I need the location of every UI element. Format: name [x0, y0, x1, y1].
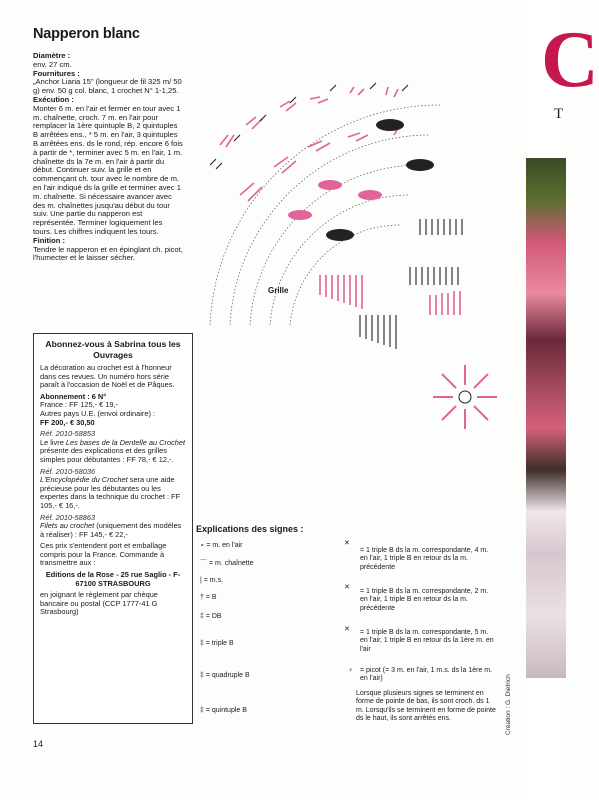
reglement-text: en joignant le règlement par chèque bancaire ou postal (CCP 1777-41 G Strasbourg): [40, 590, 158, 617]
execution-label: Exécution :: [33, 94, 74, 104]
ref-3-title: Filets au crochet: [40, 521, 95, 531]
ref-2-text: [40, 476, 186, 510]
legend-right-1: = 1 triple B ds la m. correspondante, 4 m. en l'air, 1 triple B en retour ds la m. précédente: [360, 547, 489, 571]
treble-crochet-icon: ‡: [200, 613, 206, 620]
legend-item-1: [200, 542, 242, 550]
slip-stitch-icon: ⌒: [200, 560, 209, 567]
finition-label: Finition :: [33, 235, 66, 245]
ref-2-body: sera une aide précieuse pour les débutantes ou les expertes dans la technique du crochet : FF 105,- € 16,-.: [40, 475, 181, 510]
france-price: France : FF 125,- € 19,-: [40, 400, 119, 410]
ref-3-text: [40, 522, 186, 539]
subscription-box: [33, 333, 193, 724]
legend-item-2: [200, 560, 254, 568]
autres-label: Autres pays U.E. (envoi ordinaire) :: [40, 408, 156, 418]
cross-symbol-2-icon: ✕: [344, 584, 350, 591]
ref-1-text: [40, 439, 186, 465]
legend-title: Explications des signes :: [196, 524, 304, 534]
triple-b-icon: ‡: [200, 640, 206, 647]
ref-3-body: (uniquement des modèles à réaliser) : FF 145,- € 22,-: [40, 521, 182, 539]
legend-right-2: = 1 triple B ds la m. correspondante, 2 m. en l'air, 1 triple B en retour ds la m. précédente: [360, 588, 489, 612]
page-number: 14: [33, 739, 44, 749]
fournitures-label: Fournitures :: [33, 68, 80, 78]
ref-1-title: Les bases de la Dentelle au Crochet: [65, 437, 186, 447]
picot-icon: ♀: [348, 667, 354, 674]
flower-photo: [526, 158, 566, 678]
pink-stitches: [220, 87, 460, 315]
ref-1-text-b: présente des explications et des grilles simples pour débutantes : FF 78,- € 12,-.: [40, 446, 174, 464]
ref-1-text-a: Le livre: [40, 437, 66, 447]
legend-right-3: = 1 triple B ds la m. correspondante, 5 m. en l'air, 1 triple B en retour ds la 1ère m. en l'air: [360, 629, 494, 653]
finition-value: Tendre le napperon et en épinglant ch. picot, l'humecter et le laisser sécher.: [33, 244, 183, 263]
legend-item-7-text: = quadruple B: [205, 672, 250, 679]
legend-item-2-text: = m. chaînette: [208, 560, 254, 567]
autres-price: FF 200,- € 30,50: [40, 417, 95, 427]
legend-item-5: [200, 613, 222, 621]
chart-rings: [210, 105, 440, 325]
legend-item-7: [200, 672, 250, 680]
double-crochet-icon: †: [200, 594, 206, 601]
subscription-intro: La décoration au crochet est à l'honneur dans ces revues. Un numéro hors série paraît à l'occasion de Noël et de Pâques.: [40, 363, 175, 390]
legend-item-6-text: = triple B: [205, 640, 234, 647]
center-flower: [433, 365, 497, 429]
ref-1: Réf. 2010-58853: [40, 429, 96, 439]
legend-item-5-text: = DB: [205, 613, 222, 620]
fan-petals: [288, 119, 434, 241]
single-crochet-icon: |: [200, 577, 204, 584]
instructions: [33, 52, 183, 263]
execution-value: Monter 6 m. en l'air et fermer en tour avec 1 m. chaînette, croch. 7 m. en l'air pour remplacer la 1ère quintuple B, 2 quintuples B arrêtées ens., * 5 m. en l'air, 3 quintuples B arrêtées ens. ds le rond, rép. encore 6 fois à partir de *, terminer avec 5 m. en l'air, 1 m. chaînette ds la 7e m. en l'air à partir du début. Continuer suiv. la grille et en commençant ch. tour avec le nombre de m. en l'air indiqué ds la grille et terminer avec 1 m. chaînette. Si nécessaire avancer avec des m. chaînettes jusqu'au début du tour suiv. Une partie du napperon est représentée. Terminer logiquement les tours. Les chiffres indiquent les tours.: [33, 103, 183, 236]
subscription-heading: Abonnez-vous à Sabrina tous les Ouvrages: [45, 339, 181, 360]
legend-item-3-text: = m.s.: [203, 577, 224, 584]
legend-item-1-text: = m. en l'air: [206, 542, 243, 549]
legend-item-4: [200, 594, 217, 602]
legend-right-4: = picot (= 3 m. en l'air, 1 m.s. ds la 1ère m. en l'air): [360, 667, 493, 683]
quadruple-b-icon: ‡: [200, 672, 206, 679]
legend-note: Lorsque plusieurs signes se terminent en forme de pointe de bas, ils sont croch. ds 1 m. Lorsqu'ils se terminent en forme de pointe ds le haut, ils sont arrêtés ens.: [356, 690, 496, 723]
diametre-label: Diamètre :: [33, 51, 71, 60]
legend-item-4-text: = B: [205, 594, 217, 601]
cross-symbol-1-icon: ✕: [344, 540, 350, 547]
legend-item-8: [200, 707, 247, 715]
chain-symbol-icon: ∘: [200, 542, 207, 549]
abonnement-label: Abonnement : 6 N°: [40, 391, 107, 401]
grille-label: Grille: [268, 286, 289, 295]
credit: Création : G. Dietrich: [505, 674, 512, 735]
editions-address: Editions de la Rose - 25 rue Saglio - F-67100 STRASBOURG: [45, 570, 181, 588]
fournitures-value: „Anchor Liana 15" (longueur de fil 325 m/ 50 g) env. 50 g col. blanc, 1 crochet N° 1-1,25.: [33, 77, 182, 96]
next-page-small-letter: T: [554, 106, 564, 122]
next-page-big-letter: C: [541, 16, 599, 104]
legend-item-6: [200, 640, 234, 648]
ref-3: Réf. 2010-58863: [40, 512, 96, 522]
cross-symbol-3-icon: ✕: [344, 626, 350, 633]
quintuple-b-icon: ‡: [200, 707, 206, 714]
ref-2-title: L'Encyclopédie du Crochet: [40, 475, 128, 485]
ref-2: Réf. 2010-58036: [40, 466, 96, 476]
crochet-chart-diagram: [190, 85, 510, 445]
page-title: Napperon blanc: [33, 26, 140, 42]
legend-item-8-text: = quintuple B: [205, 707, 247, 714]
prix-text: Ces prix s'entendent port et emballage compris pour la France. Commande à transmettre aux :: [40, 541, 167, 568]
diametre-value: env. 27 cm.: [33, 59, 72, 69]
legend-item-3: [200, 577, 223, 585]
